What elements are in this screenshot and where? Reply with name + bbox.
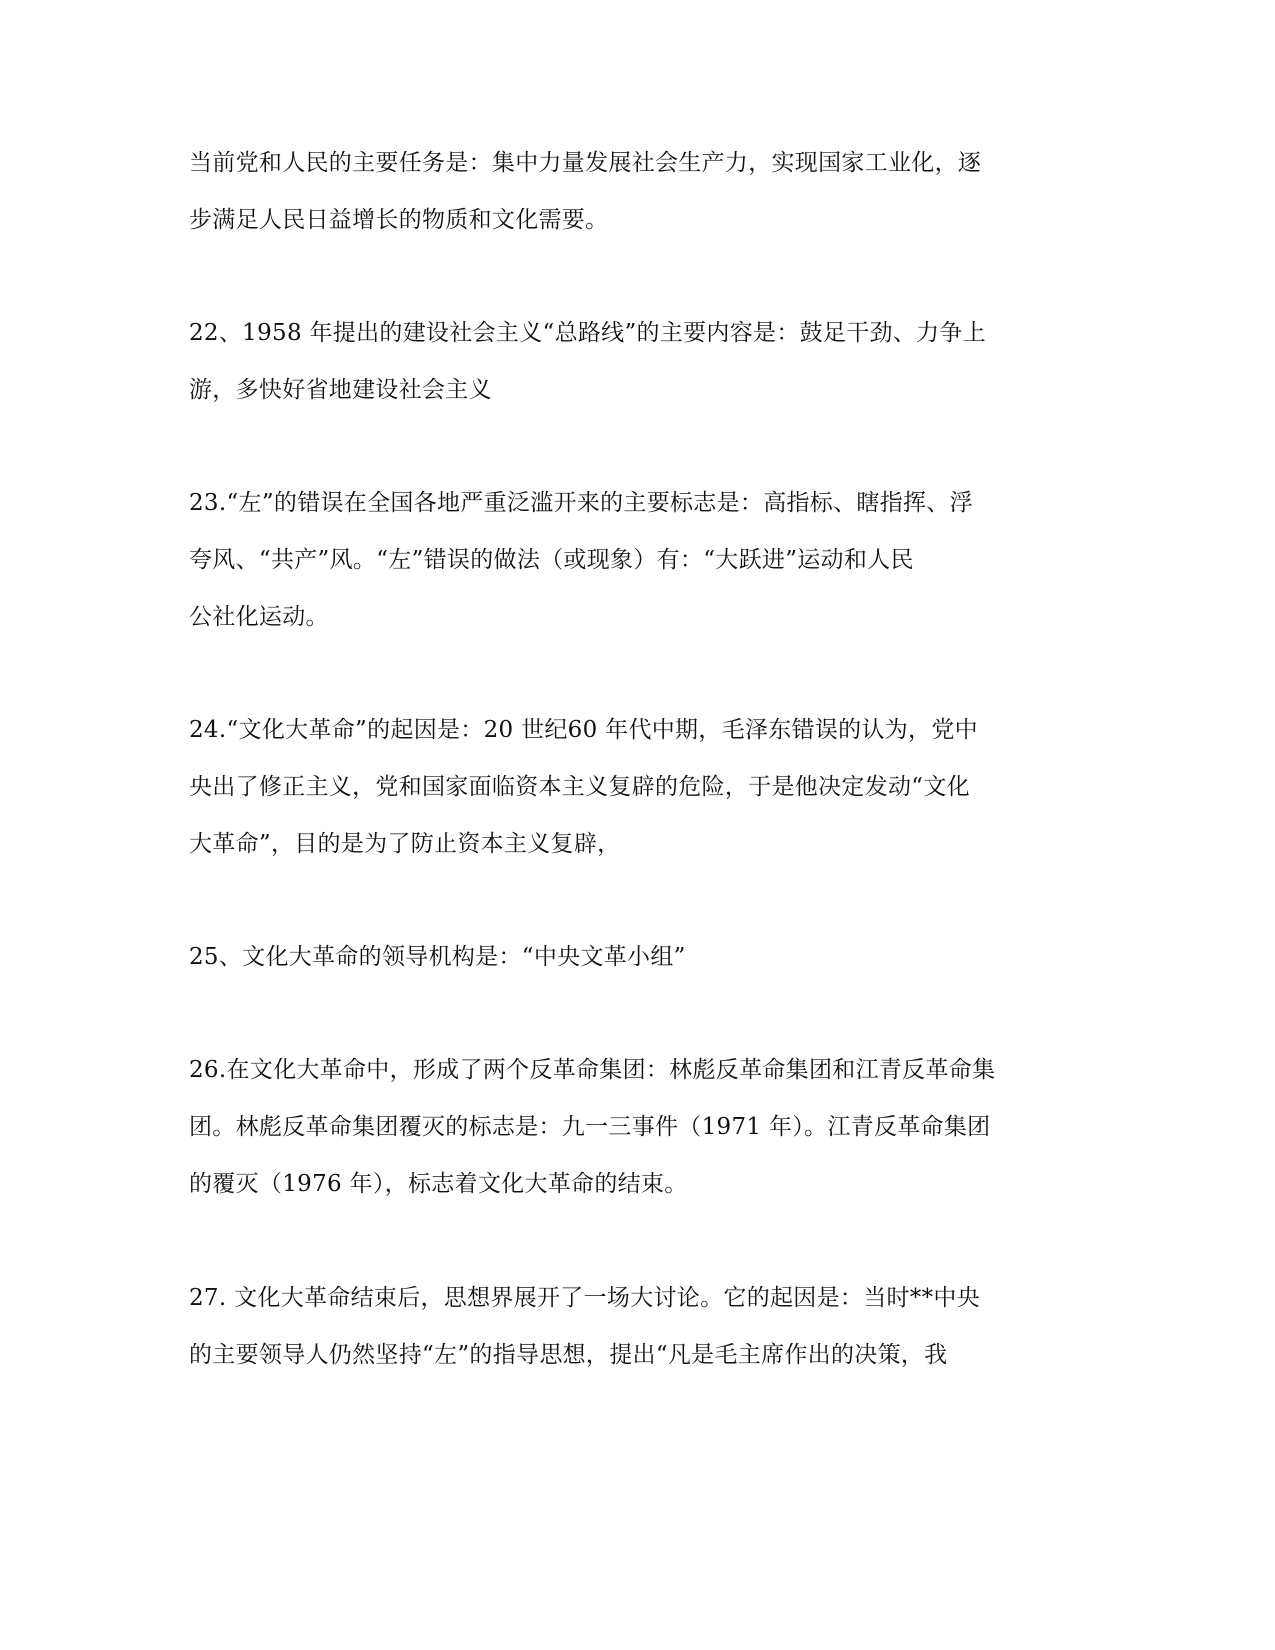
text-line: 公社化运动。 (189, 604, 329, 630)
text-line: 大革命”，目的是为了防止资本主义复辟， (189, 831, 621, 857)
text-line: 的主要领导人仍然坚持“左”的指导思想，提出“凡是毛主席作出的决策，我 (189, 1342, 948, 1368)
text-line: 游，多快好省地建设社会主义 (189, 377, 492, 403)
text-line: 23.“左”的错误在全国各地严重泛滥开来的主要标志是：高指标、瞎指挥、浮 (189, 490, 973, 516)
text-line: 26.在文化大革命中，形成了两个反革命集团：林彪反革命集团和江青反革命集 (189, 1057, 996, 1083)
text-line: 步满足人民日益增长的物质和文化需要。 (189, 207, 609, 233)
text-line: 当前党和人民的主要任务是：集中力量发展社会生产力，实现国家工业化，逐 (189, 150, 982, 176)
text-line: 团。林彪反革命集团覆灭的标志是：九一三事件（1971 年）。江青反革命集团 (189, 1114, 991, 1140)
text-line: 22、1958 年提出的建设社会主义“总路线”的主要内容是：鼓足干劲、力争上 (189, 320, 987, 346)
text-line: 央出了修正主义，党和国家面临资本主义复辟的危险，于是他决定发动“文化 (189, 774, 970, 800)
text-line: 24.“文化大革命”的起因是：20 世纪60 年代中期，毛泽东错误的认为，党中 (189, 717, 978, 743)
text-line: 25、文化大革命的领导机构是：“中央文革小组” (189, 944, 686, 970)
text-line: 的覆灭（1976 年），标志着文化大革命的结束。 (189, 1171, 688, 1197)
text-line: 夸风、“共产”风。“左”错误的做法（或现象）有：“大跃进”运动和人民 (189, 547, 914, 573)
text-line: 27. 文化大革命结束后，思想界展开了一场大讨论。它的起因是：当时**中央 (189, 1285, 980, 1311)
